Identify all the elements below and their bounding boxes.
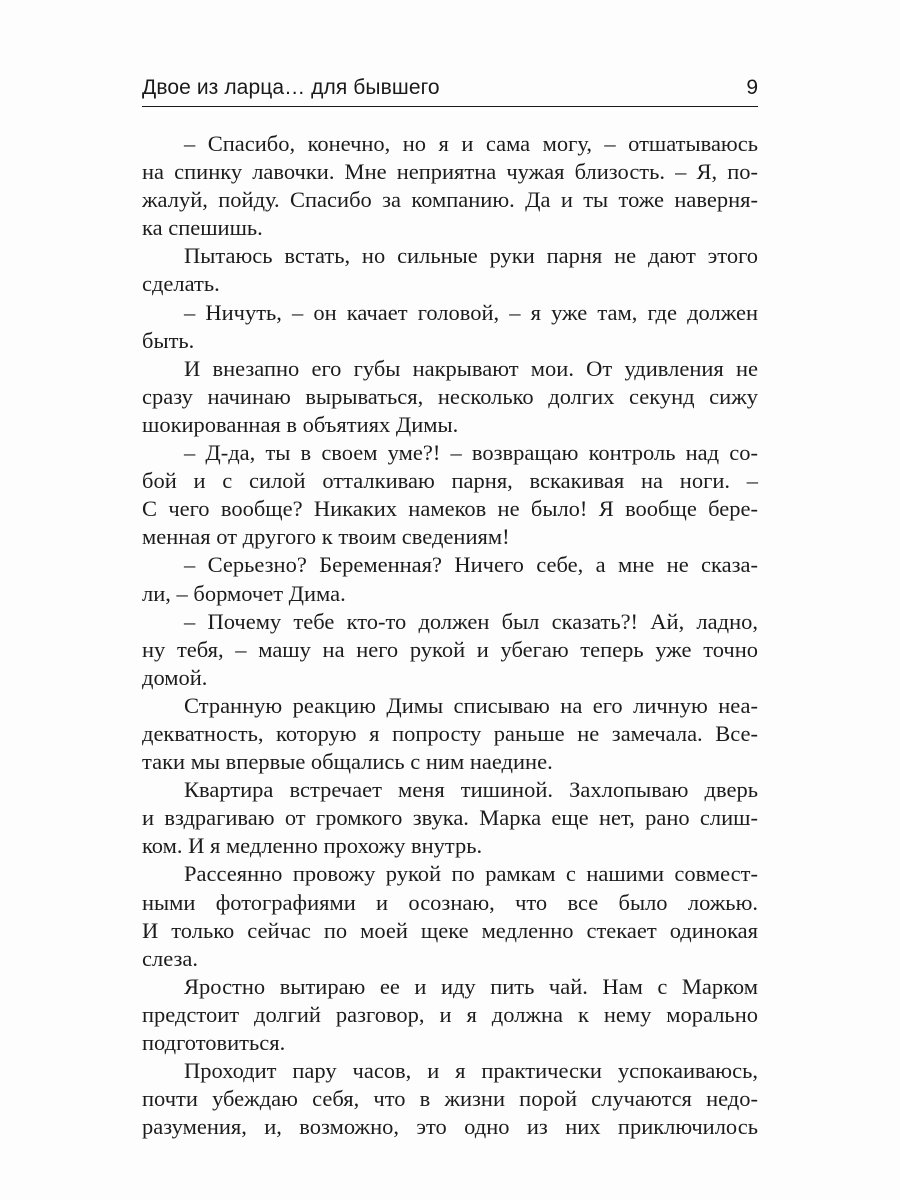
text-line: Пытаюсь встать, но сильные руки парня не дают этого <box>184 243 758 269</box>
text-line: менная от другого к твоим сведениям! <box>142 524 510 550</box>
paragraph <box>142 439 758 551</box>
text-line: разумения, и, возможно, это одно из них приключилось <box>142 1114 758 1140</box>
text-line: домой. <box>142 664 208 690</box>
paragraph <box>142 973 758 1057</box>
text-line: Яростно вытираю ее и иду пить чай. Нам с Марком <box>184 973 758 999</box>
text-line: ли, – бормочет Дима. <box>142 580 346 606</box>
text-line: Рассеянно провожу рукой по рамкам с нашими совмест- <box>184 861 758 887</box>
text-line: И только сейчас по моей щеке медленно стекает одинокая <box>142 917 758 943</box>
text-line: почти убеждаю себя, что в жизни порой случаются недо- <box>142 1086 758 1112</box>
text-line: и вздрагиваю от громкого звука. Марка еще нет, рано слиш- <box>142 805 758 831</box>
text-line: таки мы впервые общались с ним наедине. <box>142 749 553 775</box>
text-line: С чего вообще? Никаких намеков не было! Я вообще бере- <box>142 496 758 522</box>
text-line: шокированная в объятиях Димы. <box>142 411 459 437</box>
paragraph <box>142 692 758 776</box>
text-line: – Ничуть, – он качает головой, – я уже там, где должен <box>184 299 758 325</box>
text-line: подготовиться. <box>142 1030 286 1055</box>
text-line: ком. И я медленно прохожу внутрь. <box>142 833 483 859</box>
text-line: декватность, которую я попросту раньше не замечала. Все- <box>142 720 758 746</box>
text-line: сделать. <box>142 271 220 297</box>
text-line: сразу начинаю вырываться, несколько долгих секунд сижу <box>142 383 758 409</box>
text-line: бой и с силой отталкиваю парня, вскакивая на ноги. – <box>142 468 758 494</box>
text-line: Квартира встречает меня тишиной. Захлопываю дверь <box>184 777 758 803</box>
text-line: Странную реакцию Димы списываю на его личную неа- <box>184 692 758 718</box>
running-title: Двое из ларца… для бывшего <box>142 76 440 99</box>
text-line: ными фотографиями и осознаю, что все было ложью. <box>142 889 758 915</box>
paragraph <box>142 299 758 355</box>
paragraph <box>142 608 758 692</box>
text-line: – Спасибо, конечно, но я и сама могу, – отшатываюсь <box>184 131 758 156</box>
paragraph <box>142 1057 758 1141</box>
body-text <box>142 130 758 1141</box>
paragraph <box>142 130 758 242</box>
page-number: 9 <box>746 76 758 99</box>
text-line: слеза. <box>142 945 198 971</box>
text-line: на спинку лавочки. Мне неприятна чужая близость. – Я, по- <box>142 159 758 185</box>
paragraph <box>142 355 758 439</box>
text-line: – Серьезно? Беременная? Ничего себе, а мне не сказа- <box>184 552 758 578</box>
paragraph <box>142 860 758 972</box>
text-line: ну тебя, – машу на него рукой и убегаю теперь уже точно <box>142 636 758 662</box>
text-line: жалуй, пойду. Спасибо за компанию. Да и ты тоже наверня- <box>142 187 758 213</box>
text-line: быть. <box>142 327 195 353</box>
paragraph <box>142 242 758 298</box>
text-line: – Почему тебе кто-то должен был сказать?! Ай, ладно, <box>184 608 758 634</box>
text-line: ка спешишь. <box>142 215 263 241</box>
text-line: И внезапно его губы накрывают мои. От удивления не <box>184 355 758 381</box>
running-header <box>142 72 758 107</box>
text-line: Проходит пару часов, и я практически успокаиваюсь, <box>184 1058 758 1084</box>
text-line: – Д-да, ты в своем уме?! – возвращаю контроль над со- <box>184 440 758 466</box>
paragraph <box>142 776 758 860</box>
paragraph <box>142 551 758 607</box>
text-line: предстоит долгий разговор, и я должна к нему морально <box>142 1001 758 1027</box>
